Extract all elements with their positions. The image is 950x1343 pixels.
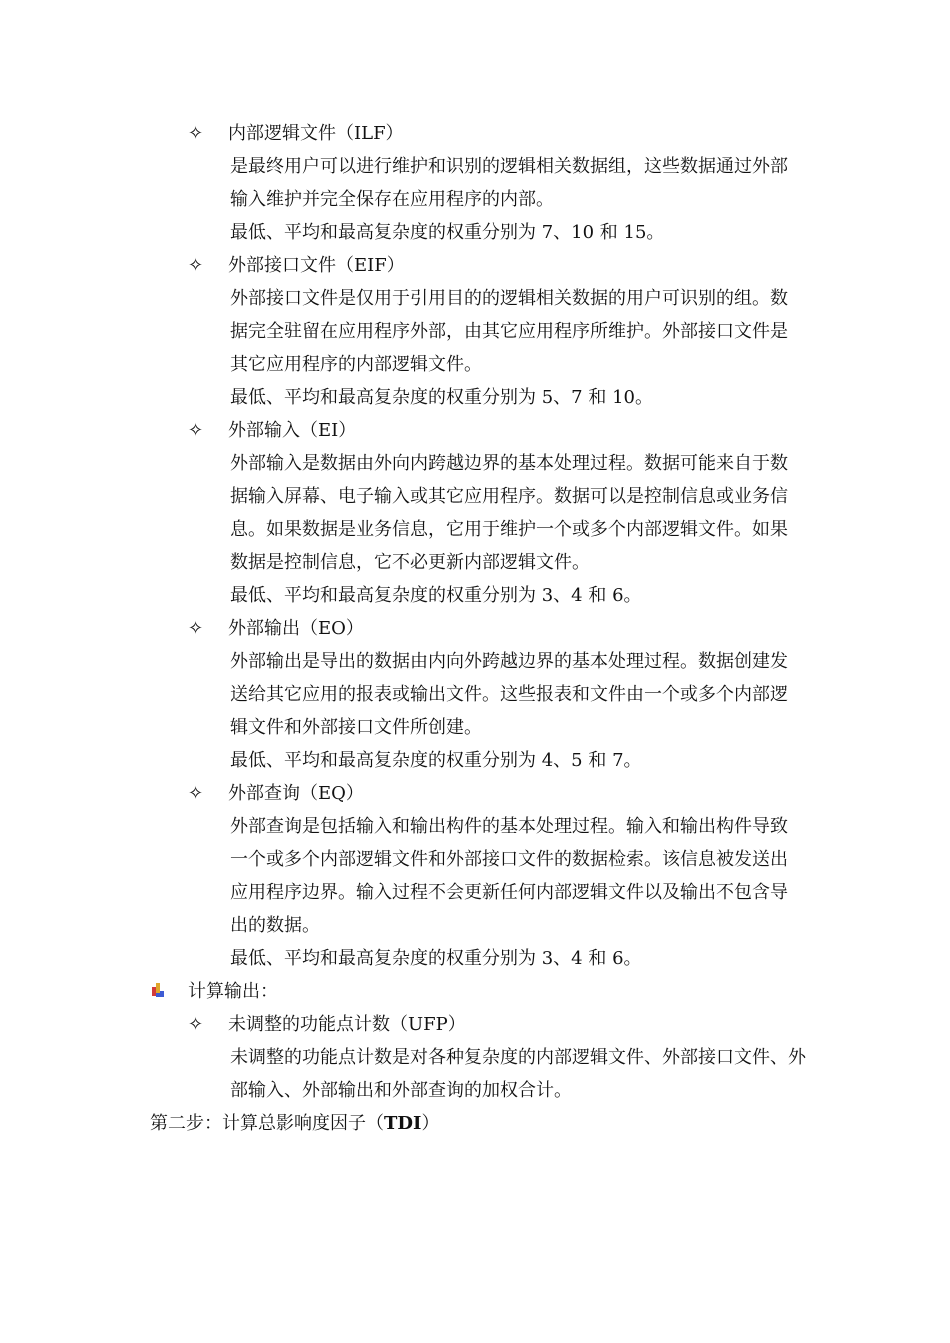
weights-line: 最低、平均和最高复杂度的权重分别为 4、5 和 7。	[230, 750, 642, 771]
step-heading	[150, 1108, 439, 1140]
weights-line: 最低、平均和最高复杂度的权重分别为 3、4 和 6。	[230, 948, 642, 969]
bullet-item-ei	[188, 415, 356, 447]
paragraph-line: 息。如果数据是业务信息，它用于维护一个或多个内部逻辑文件。如果	[230, 519, 788, 540]
bullet-title: 外部查询（EQ）	[228, 783, 364, 804]
bullet-title: 外部输入（EI）	[228, 420, 357, 441]
step-prefix: 第二步：计算总影响度因子（	[150, 1113, 384, 1134]
weights-line: 最低、平均和最高复杂度的权重分别为 3、4 和 6。	[230, 585, 642, 606]
diamond-bullet-icon: ✧	[188, 618, 204, 639]
paragraph-line: 应用程序边界。输入过程不会更新任何内部逻辑文件以及输出不包含导	[230, 882, 788, 903]
bullet-item-eq	[188, 778, 364, 810]
bullet-item-ufp	[188, 1009, 466, 1041]
paragraph-line: 外部接口文件是仅用于引用目的的逻辑相关数据的用户可识别的组。数	[230, 288, 788, 309]
paragraph-line: 据输入屏幕、电子输入或其它应用程序。数据可以是控制信息或业务信	[230, 486, 788, 507]
paragraph-line: 外部查询是包括输入和输出构件的基本处理过程。输入和输出构件导致	[230, 816, 788, 837]
weights-line: 最低、平均和最高复杂度的权重分别为 5、7 和 10。	[230, 387, 653, 408]
diamond-bullet-icon: ✧	[188, 420, 204, 441]
paragraph-line: 辑文件和外部接口文件所创建。	[230, 717, 482, 738]
bullet-item-ilf	[188, 118, 404, 150]
step-suffix: ）	[421, 1113, 440, 1134]
paragraph-line: 部输入、外部输出和外部查询的加权合计。	[230, 1080, 572, 1101]
paragraph-line: 数据是控制信息，它不必更新内部逻辑文件。	[230, 552, 590, 573]
weights-line: 最低、平均和最高复杂度的权重分别为 7、10 和 15。	[230, 222, 665, 243]
diamond-bullet-icon: ✧	[188, 1014, 204, 1035]
diamond-bullet-icon: ✧	[188, 783, 204, 804]
section-title: 计算输出：	[188, 981, 278, 1002]
paragraph-line: 一个或多个内部逻辑文件和外部接口文件的数据检索。该信息被发送出	[230, 849, 788, 870]
paragraph-line: 输入维护并完全保存在应用程序的内部。	[230, 189, 554, 210]
diamond-bullet-icon: ✧	[188, 255, 204, 276]
step-abbrev: TDI	[384, 1113, 422, 1134]
bullet-title: 内部逻辑文件（ILF）	[228, 123, 404, 144]
section-heading-output	[150, 976, 278, 1008]
paragraph-line: 其它应用程序的内部逻辑文件。	[230, 354, 482, 375]
diamond-bullet-icon: ✧	[188, 123, 204, 144]
paragraph-line: 据完全驻留在应用程序外部，由其它应用程序所维护。外部接口文件是	[230, 321, 788, 342]
bullet-title: 外部接口文件（EIF）	[228, 255, 405, 276]
paragraph-line: 送给其它应用的报表或输出文件。这些报表和文件由一个或多个内部逻	[230, 684, 788, 705]
bullet-title: 未调整的功能点计数（UFP）	[228, 1014, 466, 1035]
section-bullet-icon	[150, 983, 166, 999]
bullet-title: 外部输出（EO）	[228, 618, 364, 639]
paragraph-line: 是最终用户可以进行维护和识别的逻辑相关数据组，这些数据通过外部	[230, 156, 788, 177]
bullet-item-eif	[188, 250, 405, 282]
paragraph-line: 出的数据。	[230, 915, 320, 936]
paragraph-line: 外部输入是数据由外向内跨越边界的基本处理过程。数据可能来自于数	[230, 453, 788, 474]
paragraph-line: 未调整的功能点计数是对各种复杂度的内部逻辑文件、外部接口文件、外	[230, 1047, 806, 1068]
bullet-item-eo	[188, 613, 364, 645]
paragraph-line: 外部输出是导出的数据由内向外跨越边界的基本处理过程。数据创建发	[230, 651, 788, 672]
